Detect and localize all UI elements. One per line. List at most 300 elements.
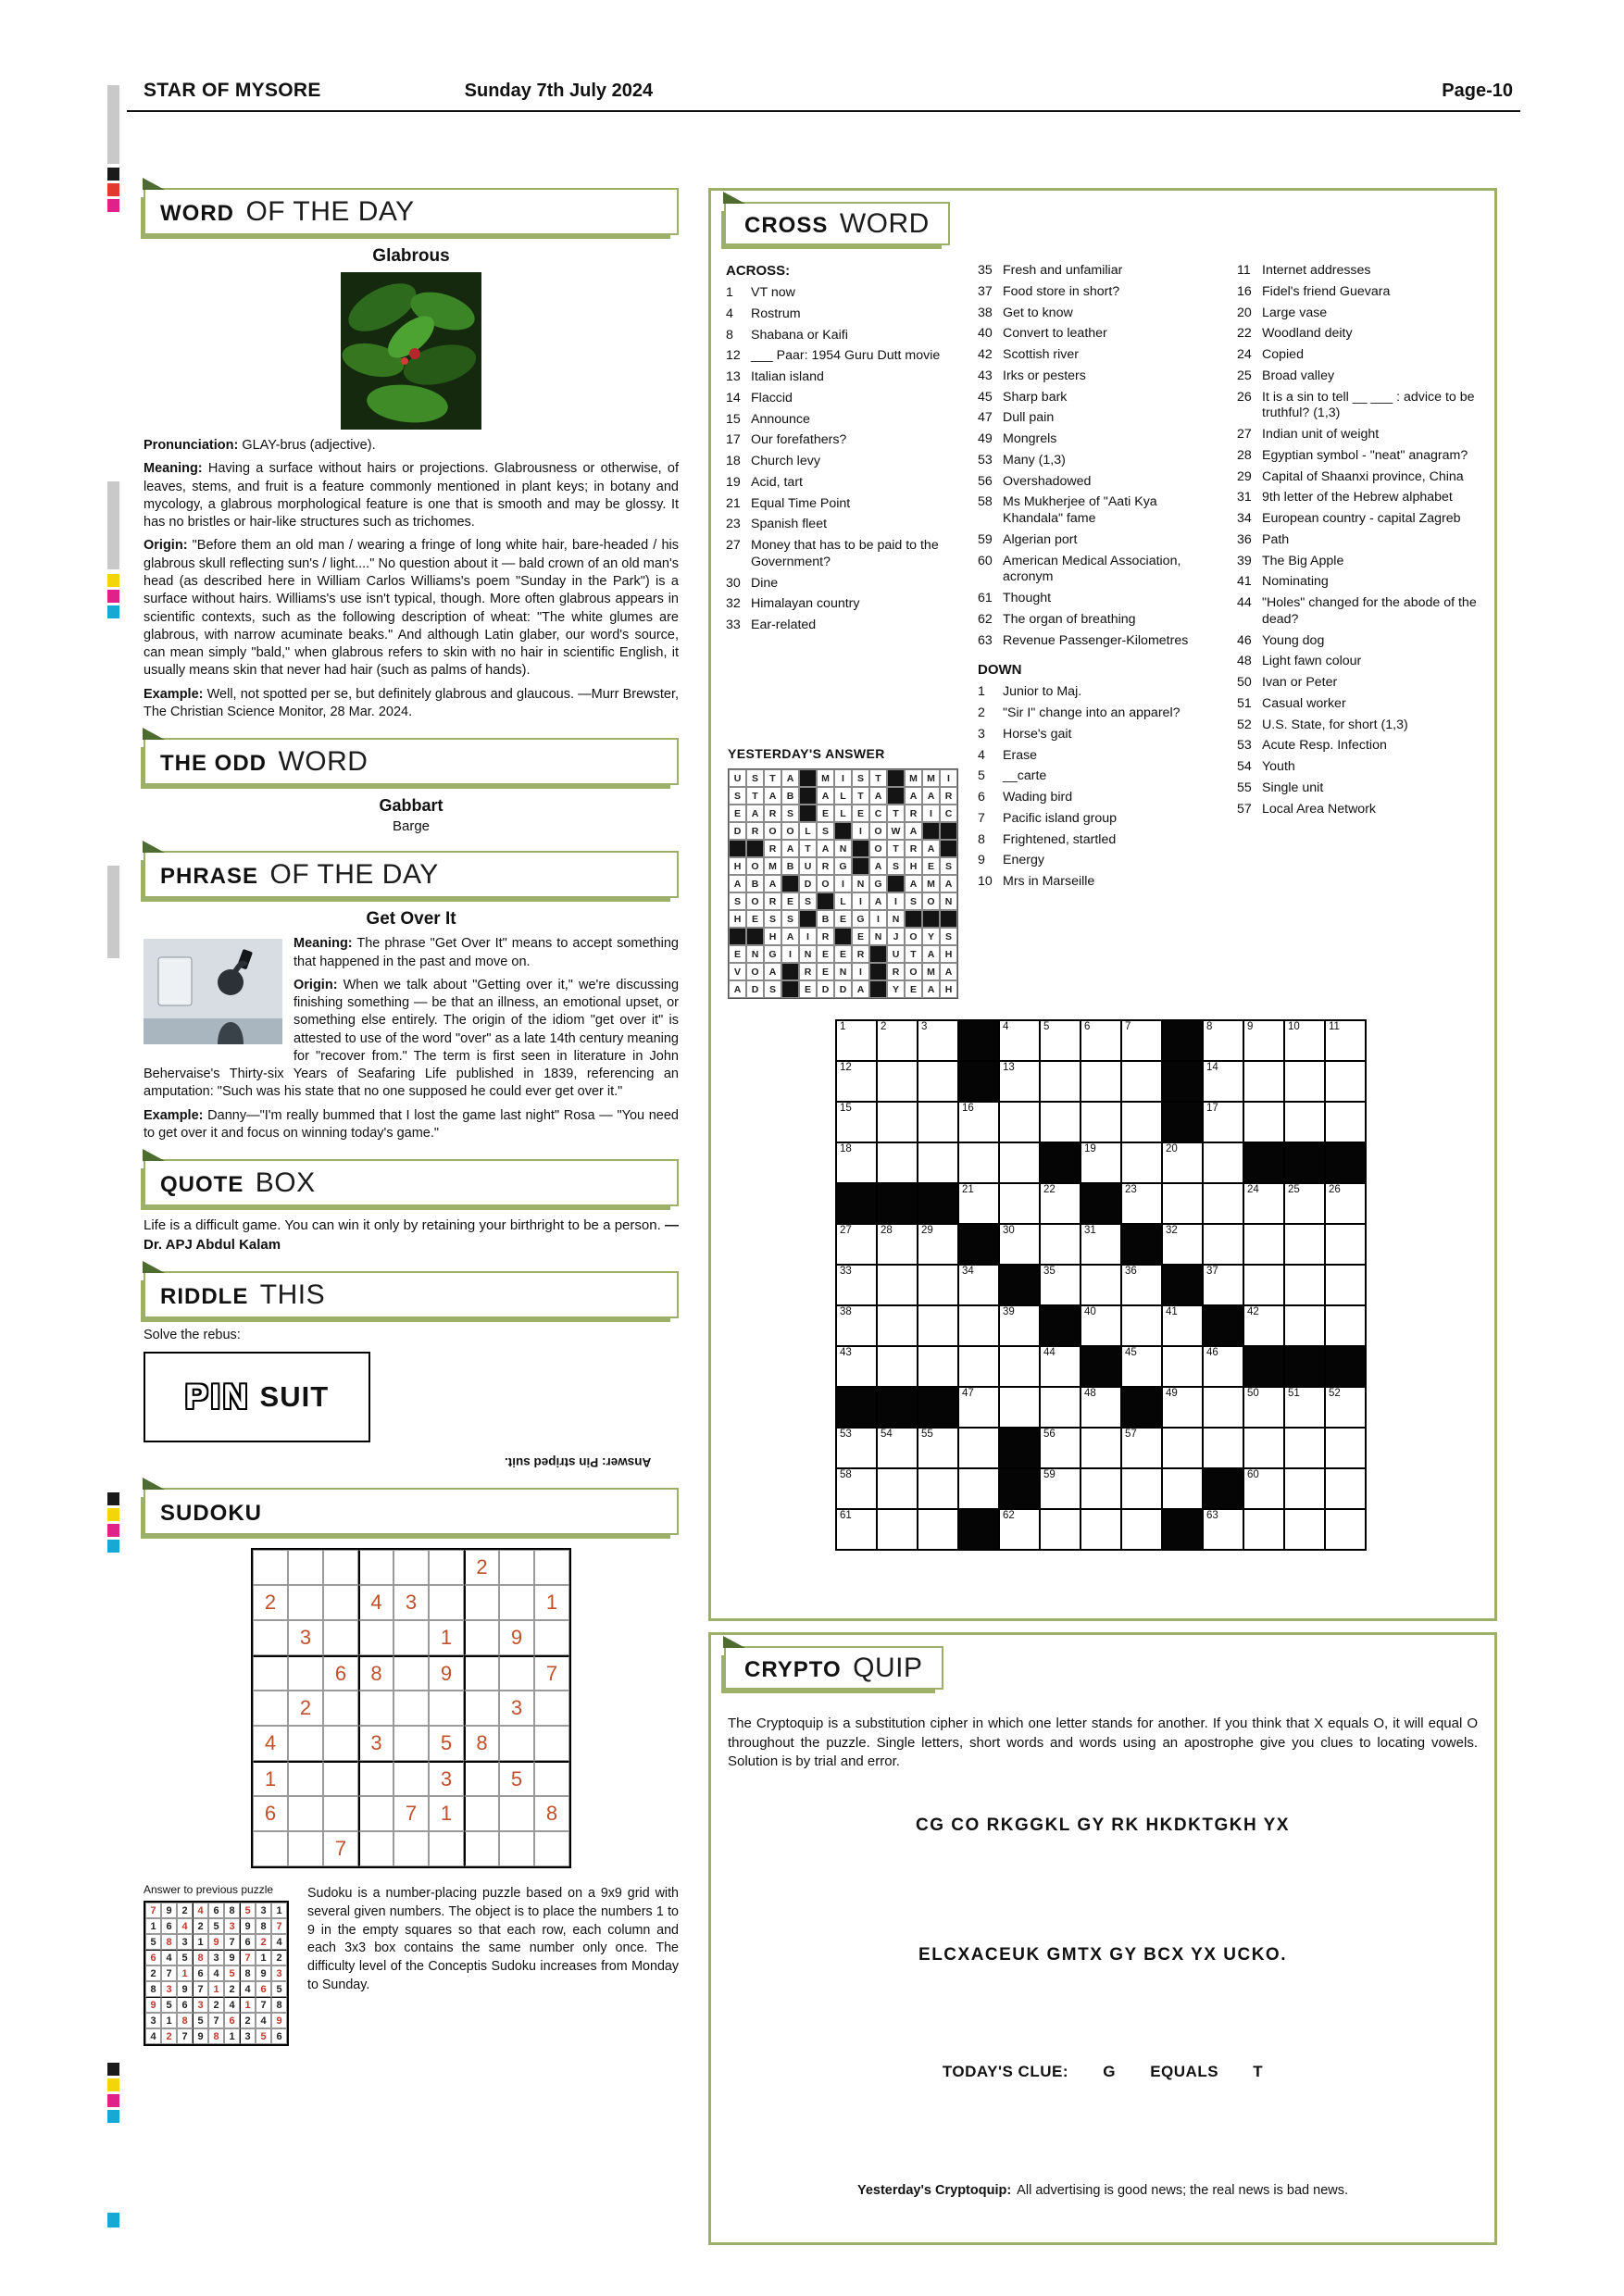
crossword-cell — [1162, 1468, 1203, 1509]
answer-grid-cell: A — [922, 945, 940, 963]
crossword-cell — [1325, 1346, 1366, 1387]
cell-number: 25 — [1288, 1184, 1300, 1195]
sudoku-answer-cell: 1 — [208, 1981, 224, 1997]
crossword-cell — [877, 1509, 918, 1550]
sudoku-answer-cell: 5 — [224, 1965, 240, 1981]
crossword-cell — [836, 1428, 877, 1468]
sudoku-cell — [358, 1691, 394, 1726]
crossword-cell — [1081, 1183, 1121, 1224]
pronunciation-text: GLAY-brus (adjective). — [242, 438, 376, 453]
answer-grid-cell — [940, 840, 957, 857]
print-registration-mark — [107, 168, 119, 181]
answer-grid-cell: A — [940, 963, 957, 980]
answer-grid-cell: N — [887, 910, 905, 928]
answer-grid-cell — [887, 769, 905, 787]
crossword-cell — [1040, 1102, 1081, 1142]
sudoku-cell: 1 — [429, 1796, 464, 1831]
meaning-label: Meaning: — [294, 936, 353, 952]
answer-grid-cell: R — [940, 787, 957, 805]
answer-grid-cell: A — [922, 980, 940, 998]
example-label: Example: — [144, 1107, 204, 1123]
clue-item — [978, 748, 1220, 765]
sudoku-cell — [394, 1620, 429, 1655]
sudoku-cell — [429, 1550, 464, 1585]
answer-grid-cell: T — [887, 840, 905, 857]
cell-number: 52 — [1329, 1388, 1341, 1399]
answer-grid-cell: B — [781, 787, 799, 805]
clue-text: Ivan or Peter — [1262, 675, 1338, 690]
answer-grid-cell — [781, 875, 799, 892]
answer-grid-cell: N — [940, 892, 957, 910]
sudoku-cell: 4 — [253, 1726, 288, 1761]
clue-text: Fidel's friend Guevara — [1262, 283, 1391, 299]
cryptoquip-intro: The Cryptoquip is a substitution cipher in which one letter stands for another. If you think that X equals O, it will equal O throughout the puzzle. Single letters, short words and words using an apostrophe give you clues to locating vowels. Solution is by trial and error. — [728, 1716, 1478, 1770]
sudoku-answer-cell: 8 — [256, 1918, 271, 1934]
sudoku-cell: 3 — [358, 1726, 394, 1761]
sudoku-cell — [499, 1831, 534, 1866]
clue-text: Scottish river — [1003, 347, 1079, 362]
answer-grid-cell: U — [729, 769, 746, 787]
answer-grid-cell — [869, 963, 887, 980]
riddle-section — [144, 1271, 679, 1469]
crossword-cell — [1325, 1265, 1366, 1305]
sudoku-answer-cell: 9 — [240, 1918, 256, 1934]
answer-grid-cell: N — [852, 875, 869, 892]
clue-text: Spanish fleet — [751, 517, 828, 532]
clue-item — [1237, 738, 1489, 755]
clue-number: 37 — [978, 283, 993, 299]
crossword-cell — [1121, 1346, 1162, 1387]
clue-text: VT now — [751, 285, 795, 300]
clue-equals-word: EQUALS — [1150, 2063, 1219, 2080]
clue-item — [1237, 390, 1489, 423]
sudoku-answer-cell: 9 — [224, 1950, 240, 1965]
clue-text: Capital of Shaanxi province, China — [1262, 468, 1464, 484]
sudoku-answer-cell: 8 — [224, 1903, 240, 1918]
cell-number: 41 — [1166, 1306, 1178, 1317]
section-title-light: QUIP — [853, 1653, 923, 1683]
answer-grid-cell: D — [746, 980, 764, 998]
answer-grid-cell: E — [746, 910, 764, 928]
answer-grid-cell — [781, 980, 799, 998]
clue-number: 51 — [1237, 695, 1252, 711]
crossword-cell — [999, 1387, 1040, 1428]
answer-grid-cell: O — [817, 875, 834, 892]
crossword-cell — [1162, 1265, 1203, 1305]
clue-item — [1237, 696, 1489, 713]
answer-grid-cell — [799, 910, 817, 928]
crossword-cell — [1040, 1509, 1081, 1550]
clue-text: Horse's gait — [1003, 726, 1072, 742]
cell-number: 56 — [1043, 1429, 1056, 1440]
crossword-cell — [1162, 1020, 1203, 1061]
sudoku-cell — [499, 1796, 534, 1831]
clue-text: Wading bird — [1003, 790, 1073, 805]
sudoku-answer-cell: 6 — [271, 2028, 287, 2044]
section-title-bold: SUDOKU — [160, 1501, 263, 1527]
crossword-cell — [1040, 1183, 1081, 1224]
answer-grid-cell: I — [887, 892, 905, 910]
sudoku-cell — [499, 1550, 534, 1585]
riddle-prompt: Solve the rebus: — [144, 1328, 241, 1343]
clue-item — [726, 432, 963, 449]
sudoku-answer-cell: 3 — [224, 1918, 240, 1934]
clue-item — [978, 684, 1220, 701]
answer-grid-cell: E — [817, 963, 834, 980]
sudoku-cell — [288, 1796, 323, 1831]
answer-grid-cell: A — [746, 805, 764, 822]
answer-grid-cell: M — [922, 963, 940, 980]
clue-number: 17 — [726, 432, 741, 448]
cell-number: 15 — [840, 1103, 852, 1114]
crossword-cell — [1121, 1387, 1162, 1428]
print-registration-mark — [107, 2063, 119, 2076]
clue-text: Large vase — [1262, 305, 1328, 320]
sudoku-cell — [464, 1761, 499, 1796]
answer-grid-cell: D — [799, 875, 817, 892]
cell-number: 59 — [1043, 1469, 1056, 1480]
sudoku-answer-cell: 8 — [240, 1965, 256, 1981]
answer-grid-cell: T — [799, 840, 817, 857]
sudoku-answer-grid — [144, 1901, 289, 2046]
clue-number: 27 — [1237, 427, 1252, 442]
crossword-cell — [836, 1224, 877, 1265]
cell-number: 53 — [840, 1429, 852, 1440]
crossword-cell — [877, 1346, 918, 1387]
clue-number: 16 — [1237, 283, 1252, 299]
yesterday-label: Yesterday's Cryptoquip: — [856, 2183, 1012, 2198]
clue-number: 23 — [726, 517, 741, 532]
cell-number: 60 — [1247, 1469, 1259, 1480]
example-text: Well, not spotted per se, but definitely glabrous and glaucous. —Murr Brewster, The Christian Science Monitor, 28 Mar. 2024. — [144, 686, 679, 719]
crossword-cell — [1325, 1183, 1366, 1224]
answer-grid-cell: D — [834, 980, 852, 998]
answer-grid-cell: A — [729, 875, 746, 892]
sudoku-cell — [394, 1691, 429, 1726]
clue-text: It is a sin to tell __ ___ : advice to be truthful? (1,3) — [1262, 389, 1475, 421]
clue-item — [978, 832, 1220, 849]
sudoku-answer-cell: 6 — [224, 2013, 240, 2028]
crossword-cell — [1284, 1428, 1325, 1468]
print-registration-mark — [107, 2110, 119, 2123]
clue-text: Our forefathers? — [751, 432, 847, 448]
answer-grid-cell: N — [834, 963, 852, 980]
clue-item — [1237, 490, 1489, 506]
clue-text: Copied — [1262, 347, 1304, 362]
crossword-cell — [1040, 1142, 1081, 1183]
sudoku-answer-cell: 3 — [256, 1903, 271, 1918]
clue-number: 36 — [1237, 531, 1252, 547]
clue-value: T — [1253, 2063, 1264, 2080]
example-paragraph — [144, 686, 679, 722]
cell-number: 26 — [1329, 1184, 1341, 1195]
crossword-cell — [999, 1346, 1040, 1387]
answer-grid-cell: J — [887, 928, 905, 945]
clue-item — [978, 390, 1220, 406]
crossword-cell — [918, 1020, 958, 1061]
crossword-cell — [1040, 1020, 1081, 1061]
phrase-title: Get Over It — [366, 909, 456, 930]
crossword-cell — [877, 1428, 918, 1468]
clue-number: 1 — [726, 285, 733, 300]
sudoku-answer-cell: 4 — [145, 2028, 161, 2044]
crossword-cell — [1284, 1346, 1325, 1387]
answer-grid-cell: M — [764, 857, 781, 875]
clue-item — [978, 591, 1220, 607]
answer-grid-cell: S — [940, 928, 957, 945]
clue-item — [978, 263, 1220, 280]
clue-number: 52 — [1237, 717, 1252, 732]
crossword-cell — [1121, 1305, 1162, 1346]
answer-grid-cell: A — [781, 928, 799, 945]
sudoku-answer-cell: 2 — [240, 2013, 256, 2028]
answer-grid-cell: A — [905, 787, 922, 805]
cell-number: 45 — [1125, 1347, 1137, 1358]
clue-number: 24 — [1237, 347, 1252, 362]
sudoku-answer-cell: 1 — [177, 1965, 193, 1981]
crossword-cell — [999, 1061, 1040, 1102]
answer-grid-cell — [940, 822, 957, 840]
answer-grid-cell: E — [817, 805, 834, 822]
cell-number: 58 — [840, 1469, 852, 1480]
clue-item — [1237, 780, 1489, 797]
cell-number: 29 — [921, 1225, 933, 1236]
issue-date: Sunday 7th July 2024 — [464, 81, 654, 101]
clue-text: Acute Resp. Infection — [1262, 738, 1387, 754]
sudoku-answer-cell: 3 — [240, 2028, 256, 2044]
clue-text: Shabana or Kaifi — [751, 327, 848, 343]
sudoku-cell — [534, 1831, 569, 1866]
answer-grid-cell: O — [764, 822, 781, 840]
odd-word: Gabbart — [379, 796, 443, 816]
clue-text: Acid, tart — [751, 474, 803, 490]
crossword-cell — [1284, 1183, 1325, 1224]
answer-grid-cell — [746, 928, 764, 945]
clue-item — [978, 410, 1220, 427]
crossword-cell — [1325, 1102, 1366, 1142]
sudoku-answer-cell: 3 — [193, 1997, 208, 2013]
clue-item — [726, 306, 963, 323]
sudoku-answer-cell: 9 — [256, 1965, 271, 1981]
crossword-cell — [958, 1020, 999, 1061]
sudoku-answer-cell: 6 — [177, 1997, 193, 2013]
sudoku-cell — [253, 1691, 288, 1726]
answer-grid-cell: S — [817, 822, 834, 840]
sudoku-answer-cell: 2 — [256, 1934, 271, 1950]
answer-grid-cell: O — [869, 840, 887, 857]
clue-number: 11 — [1237, 263, 1251, 278]
clue-text: Rostrum — [751, 306, 801, 321]
clue-text: Ear-related — [751, 618, 817, 632]
quote-body: Life is a difficult game. You can win it only by retaining your birthright to be a person. — [144, 1217, 661, 1234]
sudoku-cell — [429, 1831, 464, 1866]
clue-number: 15 — [726, 411, 741, 427]
cell-number: 18 — [840, 1143, 852, 1154]
clue-item — [978, 874, 1220, 891]
clue-item — [1237, 284, 1489, 301]
glabrous-leaf-photo — [341, 272, 481, 430]
cell-number: 50 — [1247, 1388, 1259, 1399]
quote-author: —Dr. APJ Abdul Kalam — [144, 1217, 679, 1254]
cryptoquip-clue — [711, 2063, 1494, 2081]
answer-grid-cell — [922, 910, 940, 928]
clue-number: 29 — [1237, 468, 1252, 484]
clue-item — [1237, 511, 1489, 528]
sudoku-cell: 7 — [534, 1655, 569, 1691]
crossword-cell — [1325, 1061, 1366, 1102]
sudoku-cell — [288, 1761, 323, 1796]
answer-grid-cell: N — [834, 840, 852, 857]
crossword-cell — [1162, 1346, 1203, 1387]
sudoku-answer-cell: 8 — [271, 1997, 287, 2013]
answer-grid-cell: I — [852, 963, 869, 980]
answer-grid-cell: I — [799, 928, 817, 945]
answer-grid-cell: E — [729, 945, 746, 963]
crossword-cell — [836, 1305, 877, 1346]
answer-grid-cell: M — [922, 769, 940, 787]
sudoku-answer-cell: 1 — [224, 2028, 240, 2044]
clue-item — [1237, 633, 1489, 650]
down-clues-column — [1237, 263, 1489, 822]
clue-number: 13 — [726, 369, 741, 384]
clue-number: 8 — [726, 327, 733, 343]
quote-text — [144, 1216, 679, 1254]
answer-grid-cell: S — [764, 980, 781, 998]
clue-item — [726, 618, 963, 634]
clue-number: 62 — [978, 611, 993, 627]
corner-fold-icon — [143, 841, 165, 853]
crossword-cell — [958, 1224, 999, 1265]
crossword-cell — [918, 1224, 958, 1265]
sudoku-answer-cell: 3 — [161, 1981, 177, 1997]
section-title-bold: QUOTE — [160, 1172, 244, 1198]
crossword-cell — [958, 1509, 999, 1550]
sudoku-cell — [534, 1691, 569, 1726]
crossword-cell — [1040, 1224, 1081, 1265]
clue-number: 55 — [1237, 780, 1252, 795]
cell-number: 57 — [1125, 1429, 1137, 1440]
sudoku-cell: 3 — [394, 1585, 429, 1620]
clue-item — [726, 391, 963, 407]
sudoku-answer-cell: 5 — [256, 2028, 271, 2044]
sudoku-cell: 2 — [288, 1691, 323, 1726]
clue-text: Overshadowed — [1003, 473, 1092, 489]
sudoku-cell — [323, 1620, 358, 1655]
sudoku-answer-cell: 8 — [208, 2028, 224, 2044]
cell-number: 19 — [1084, 1143, 1096, 1154]
crossword-cell — [918, 1061, 958, 1102]
answer-grid-cell: Y — [922, 928, 940, 945]
sudoku-answer-cell: 5 — [193, 2013, 208, 2028]
sudoku-answer-cell: 1 — [145, 1918, 161, 1934]
crossword-cell — [836, 1061, 877, 1102]
sudoku-cell — [429, 1691, 464, 1726]
sudoku-cell: 1 — [253, 1761, 288, 1796]
crossword-cell — [999, 1509, 1040, 1550]
across-clues-col2 — [978, 263, 1220, 649]
answer-grid-cell: T — [852, 787, 869, 805]
clue-number: 5 — [978, 768, 985, 784]
clue-number: 26 — [1237, 389, 1252, 405]
crossword-cell — [1081, 1468, 1121, 1509]
answer-grid-cell: E — [834, 945, 852, 963]
crossword-cell — [1284, 1142, 1325, 1183]
sudoku-answer-cell: 4 — [271, 1934, 287, 1950]
sudoku-cell — [534, 1550, 569, 1585]
crossword-cell — [1284, 1224, 1325, 1265]
riddle-header — [144, 1271, 679, 1318]
sudoku-answer-cell: 4 — [256, 2013, 271, 2028]
answer-grid-cell: H — [905, 857, 922, 875]
sudoku-cell — [358, 1796, 394, 1831]
meaning-label: Meaning: — [144, 461, 203, 477]
clue-text: Announce — [751, 411, 810, 427]
clue-number: 22 — [1237, 326, 1252, 342]
cell-number: 17 — [1206, 1103, 1218, 1114]
clue-text: American Medical Association, acronym — [1003, 553, 1181, 585]
clue-number: 14 — [726, 390, 741, 406]
sudoku-answer-cell: 5 — [161, 1997, 177, 2013]
answer-grid-cell: E — [817, 945, 834, 963]
sudoku-answer-cell: 9 — [193, 2028, 208, 2044]
clue-text: Himalayan country — [751, 596, 860, 612]
clue-item — [1237, 368, 1489, 385]
crossword-cell — [999, 1142, 1040, 1183]
answer-grid-cell: O — [905, 928, 922, 945]
answer-grid-cell: A — [764, 963, 781, 980]
answer-grid-cell: B — [817, 910, 834, 928]
clue-item — [1237, 675, 1489, 692]
origin-paragraph — [144, 537, 679, 680]
answer-grid-cell — [729, 840, 746, 857]
crossword-cell — [1203, 1224, 1243, 1265]
clue-number: 63 — [978, 632, 993, 648]
answer-grid-cell: A — [781, 769, 799, 787]
crossword-cell — [918, 1102, 958, 1142]
answer-grid-cell: A — [764, 787, 781, 805]
clue-item — [978, 768, 1220, 785]
print-registration-mark — [107, 183, 119, 196]
answer-grid-cell: G — [852, 910, 869, 928]
origin-text: "Before them an old man / wearing a fringe of long white hair, bare-headed / his glabrous skull reflecting sun's / light...." No question about it — bald crown of an old man's head (as described here in William Carlos Williams's poem "Sunday in the Park") is a surface without hairs. Williams's use isn't typical, though. More often glabrous appears in scientific contexts, such as the following description of wheat: "The white glumes are glabrous, with narrow acuminate beaks." And although Latin glaber, our word's source, can mean simply "bald," when glabrous refers to skin with no hair in scientific English, it usually means skin that never had hair (such as palms of hands). — [144, 538, 679, 679]
crossword-cell — [958, 1428, 999, 1468]
crossword-cell — [1081, 1509, 1121, 1550]
cell-number: 12 — [840, 1062, 852, 1073]
sudoku-answer-cell: 5 — [240, 1903, 256, 1918]
sudoku-answer-cell: 3 — [208, 1950, 224, 1965]
meaning-paragraph — [144, 460, 679, 531]
sudoku-cell: 1 — [429, 1620, 464, 1655]
answer-grid-cell: I — [781, 945, 799, 963]
clue-item — [1237, 532, 1489, 549]
clue-item — [978, 326, 1220, 343]
answer-grid-cell — [869, 980, 887, 998]
crossword-cell — [1325, 1142, 1366, 1183]
cell-number: 37 — [1206, 1266, 1218, 1277]
answer-grid-cell: E — [781, 892, 799, 910]
example-label: Example: — [144, 686, 204, 702]
clue-number: 27 — [726, 538, 741, 553]
answer-grid-cell: I — [834, 769, 852, 787]
crossword-cell — [1203, 1142, 1243, 1183]
crossword-cell — [1284, 1102, 1325, 1142]
sudoku-cell: 7 — [323, 1831, 358, 1866]
rebus-image — [144, 1352, 370, 1442]
crossword-cell — [1243, 1265, 1284, 1305]
clue-item — [726, 454, 963, 470]
meaning-text: Having a surface without hairs or projections. Glabrousness or otherwise, of leaves, stems, and fruit is a feature commonly mentioned in plant keys; in botany and mycology, a glabrous morphological feature is one that is smooth and may be glossy. It has no bristles or hair-like structures such as trichomes. — [144, 461, 680, 530]
print-registration-mark — [107, 1492, 119, 1505]
